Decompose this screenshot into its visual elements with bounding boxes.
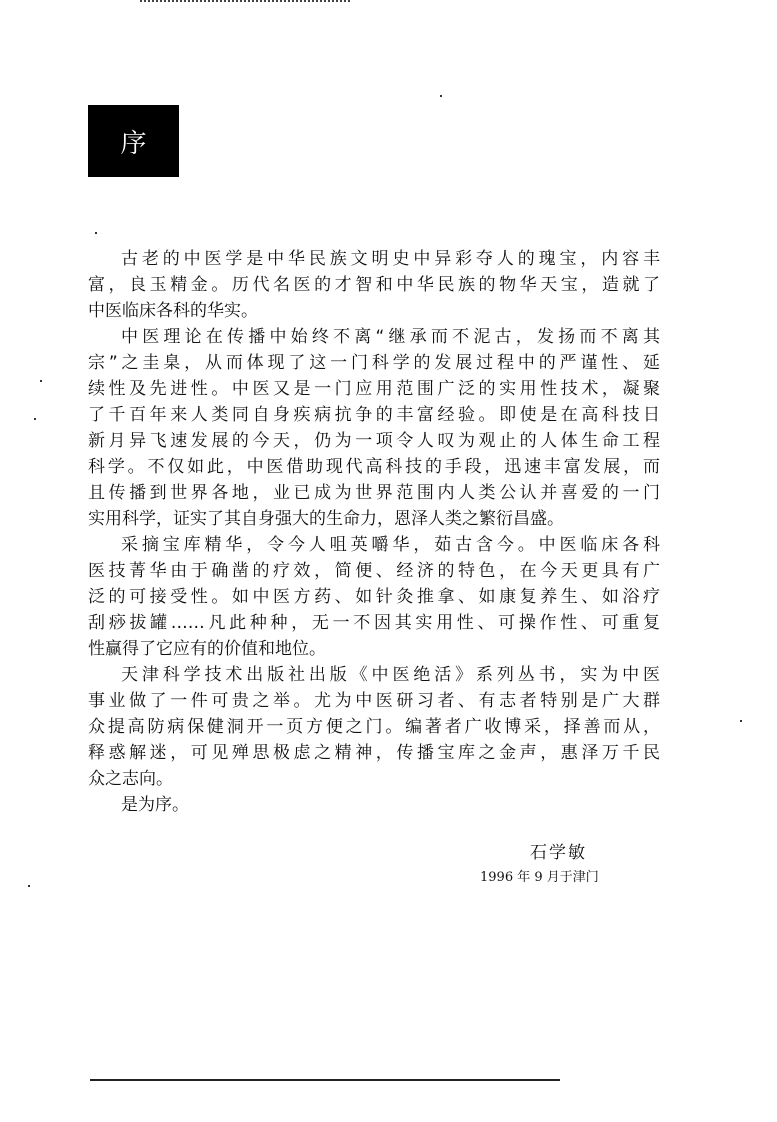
paragraph-line: 实用科学，证实了其自身强大的生命力，恩泽人类之繁衍昌盛。	[88, 509, 564, 529]
preface-body	[88, 246, 660, 818]
paragraph-line: 众之志向。	[88, 769, 173, 789]
paragraph-line: 新月异飞速发展的今天，仍为一项令人叹为观止的人体生命工程	[88, 431, 660, 451]
paragraph-line: 古老的中医学是中华民族文明史中异彩夺人的瑰宝，内容丰	[121, 249, 660, 269]
section-heading: 序	[120, 128, 147, 159]
paragraph-line: 采摘宝库精华，令今人咀英嚼华，茹古含今。中医临床各科	[121, 535, 660, 555]
paragraph-line: 众提高防病保健洞开一页方便之门。编著者广收博采，择善而从，	[88, 717, 660, 737]
paragraph-line: 且传播到世界各地，业已成为世界范围内人类公认并喜爱的一门	[88, 483, 660, 503]
paragraph-line: 富，良玉精金。历代名医的才智和中华民族的物华天宝，造就了	[88, 275, 660, 295]
paragraph-line: 续性及先进性。中医又是一门应用范围广泛的实用性技术，凝聚	[88, 379, 660, 399]
scan-speck	[28, 885, 30, 887]
section-heading-box	[88, 105, 179, 177]
paragraph-line: 泛的可接受性。如中医方药、如针灸推拿、如康复养生、如浴疗	[88, 587, 660, 607]
paragraph-line: 天津科学技术出版社出版《中医绝活》系列丛书，实为中医	[121, 665, 660, 685]
paragraph-line: 事业做了一件可贵之举。尤为中医研习者、有志者特别是广大群	[88, 691, 660, 711]
footer-rule	[90, 1079, 560, 1081]
scan-speck	[95, 232, 97, 234]
paragraph-line: 医技菁华由于确凿的疗效，简便、经济的特色，在今天更具有广	[88, 561, 660, 581]
signature-date: 1996 年 9 月于津门	[480, 870, 599, 885]
paragraph-line: 中医临床各科的华实。	[88, 301, 258, 321]
paragraph-line: 性赢得了它应有的价值和地位。	[88, 639, 326, 659]
paragraph-line: 了千百年来人类同自身疾病抗争的丰富经验。即使是在高科技日	[88, 405, 660, 425]
author-signature: 石学敏	[530, 843, 587, 863]
scan-speck	[440, 95, 442, 97]
paragraph-line: 是为序。	[121, 795, 189, 815]
scan-speck	[40, 380, 42, 382]
paragraph-line: 刮痧拔罐……凡此种种，无一不因其实用性、可操作性、可重复	[88, 613, 660, 633]
paragraph-line: 释惑解迷，可见殚思极虑之精神，传播宝库之金声，惠泽万千民	[88, 743, 660, 763]
scan-speck	[34, 418, 36, 420]
scan-speck	[740, 720, 742, 722]
paragraph-line: 宗”之圭臬，从而体现了这一门科学的发展过程中的严谨性、延	[88, 353, 660, 373]
scan-artifact-top	[140, 0, 350, 6]
paragraph-line: 中医理论在传播中始终不离“继承而不泥古，发扬而不离其	[121, 327, 660, 347]
paragraph-line: 科学。不仅如此，中医借助现代高科技的手段，迅速丰富发展，而	[88, 457, 660, 477]
